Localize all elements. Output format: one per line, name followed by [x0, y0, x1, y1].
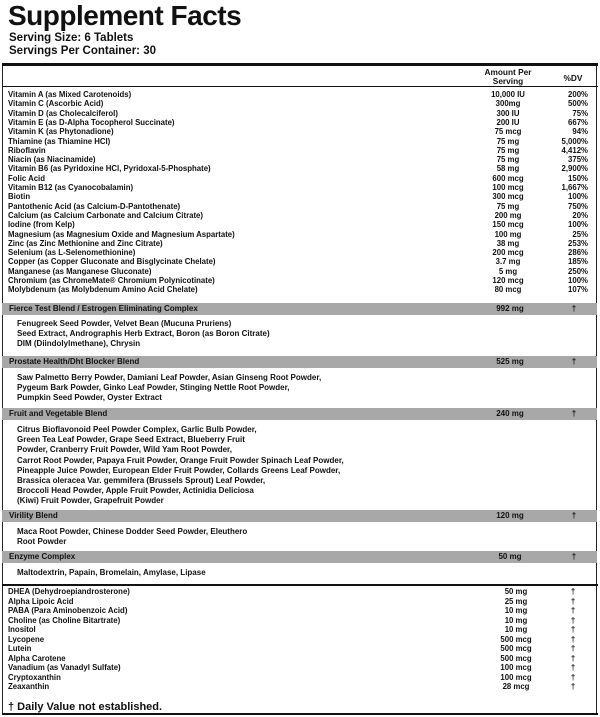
other-ingredient-amount: 500 mcg [500, 653, 532, 663]
nutrient-dv: 750% [568, 201, 588, 211]
other-ingredient-amount: 25 mg [504, 596, 528, 606]
other-ingredient-row [8, 645, 588, 654]
other-ingredient-dv: † [570, 587, 576, 596]
blend-ingredient-line: Maca Root Powder, Chinese Dodder Seed Powder, Eleuthero [17, 527, 248, 536]
other-ingredient-row [8, 607, 588, 616]
nutrient-dv: 500% [568, 99, 588, 109]
other-ingredient-amount: 10 mg [504, 606, 528, 615]
serving-size: Serving Size: 6 Tablets [9, 32, 134, 44]
other-ingredient-row [8, 626, 588, 635]
nutrient-row [8, 128, 588, 137]
nutrient-name: Biotin [8, 192, 31, 202]
blend-ingredient-line: Root Powder [17, 537, 67, 547]
blend-amount: 992 mg [496, 304, 524, 313]
thick-rule [2, 63, 598, 66]
nutrient-dv: 185% [568, 257, 588, 267]
other-ingredient-dv: † [570, 596, 576, 606]
other-ingredient-name: DHEA (Dehydroepiandrosterone) [8, 587, 130, 596]
nutrient-name: Copper (as Copper Gluconate and Bisglycinate Chelate) [8, 257, 216, 267]
other-ingredient-dv: † [570, 634, 576, 644]
other-ingredient-row [8, 588, 588, 597]
other-ingredient-row [8, 674, 588, 683]
other-ingredient-amount: 500 mcg [500, 644, 532, 653]
other-ingredient-dv: † [570, 682, 576, 691]
others-rule [2, 584, 598, 586]
other-ingredient-amount: 100 mcg [500, 672, 532, 682]
blend-dv: † [571, 409, 577, 418]
blend-header [2, 551, 597, 563]
footnote: † Daily Value not established. [8, 701, 163, 713]
blend-ingredient-line: Saw Palmetto Berry Powder, Damiani Leaf Powder, Asian Ginseng Root Powder, [17, 373, 322, 382]
nutrient-row [8, 221, 588, 230]
nutrient-dv: 100% [568, 220, 588, 230]
blend-dv: † [571, 552, 577, 561]
blend-dv: † [571, 511, 577, 520]
nutrient-dv: 200% [568, 90, 588, 99]
other-ingredient-amount: 10 mg [504, 615, 528, 625]
nutrient-amount: 200 mcg [492, 248, 524, 258]
panel-title: Supplement Facts [8, 0, 242, 31]
other-ingredient-name: Vanadium (as Vanadyl Sulfate) [8, 663, 121, 672]
blend-ingredient-line: Carrot Root Powder, Papaya Fruit Powder, Orange Fruit Powder Spinach Leaf Powder, [17, 455, 344, 465]
other-ingredient-dv: † [570, 672, 576, 682]
nutrient-dv: 5,000% [561, 136, 588, 146]
other-ingredient-name: Alpha Lipoic Acid [8, 596, 74, 606]
other-ingredient-name: PABA (Para Aminobenzoic Acid) [8, 606, 128, 615]
blend-ingredient-line: Pumpkin Seed Powder, Oyster Extract [17, 393, 162, 403]
other-ingredient-row [8, 683, 588, 692]
nutrient-name: Riboflavin [8, 145, 46, 155]
other-ingredient-row [8, 617, 588, 626]
other-ingredient-dv: † [570, 653, 576, 663]
blend-name: Fruit and Vegetable Blend [9, 409, 108, 418]
nutrient-amount: 150 mcg [492, 220, 524, 230]
other-ingredient-name: Zeaxanthin [8, 682, 50, 691]
nutrient-amount: 100 mg [494, 229, 522, 239]
blend-ingredient-line: Green Tea Leaf Powder, Grape Seed Extract, Blueberry Fruit [17, 435, 245, 445]
blend-ingredient-line: Broccoli Head Powder, Apple Fruit Powder, Actinidia Deliciosa [17, 486, 254, 496]
nutrient-amount: 100 mcg [492, 183, 524, 192]
other-ingredient-name: Lycopene [8, 634, 45, 644]
blend-header [2, 408, 597, 420]
amount-per-serving-header: Amount Per Serving [484, 67, 532, 86]
blend-ingredient-line: Fenugreek Seed Powder, Velvet Bean (Mucuna Pruriens) [17, 319, 232, 328]
nutrient-row [8, 100, 588, 109]
blend-amount: 240 mg [496, 409, 524, 418]
other-ingredient-amount: 50 mg [504, 587, 528, 596]
nutrient-row [8, 286, 588, 295]
blend-name: Prostate Health/Dht Blocker Blend [9, 357, 140, 366]
nutrient-name: Niacin (as Niacinamide) [8, 155, 96, 165]
blend-amount: 50 mg [498, 552, 522, 561]
nutrient-dv: 75% [572, 108, 588, 118]
nutrient-amount: 200 IU [496, 117, 520, 127]
other-ingredient-name: Alpha Carotene [8, 653, 66, 663]
nutrient-dv: 667% [568, 117, 588, 127]
nutrient-name: Vitamin K (as Phytonadione) [8, 127, 114, 137]
bottom-rule [2, 713, 598, 715]
dv-header: %DV [563, 73, 583, 83]
nutrient-name: Thiamine (as Thiamine HCl) [8, 136, 111, 146]
nutrient-dv: 107% [568, 285, 588, 295]
nutrient-dv: 4,412% [561, 145, 588, 155]
nutrient-amount: 75 mg [496, 136, 520, 146]
nutrient-amount: 600 mcg [492, 173, 524, 183]
servings-per-container: Servings Per Container: 30 [9, 45, 156, 57]
other-ingredient-name: Inositol [8, 625, 36, 634]
other-ingredient-name: Choline (as Choline Bitartrate) [8, 615, 121, 625]
nutrient-dv: 253% [568, 238, 588, 248]
nutrient-amount: 75 mg [496, 201, 520, 211]
nutrient-row [8, 193, 588, 202]
header-rule [2, 86, 598, 87]
nutrient-amount: 200 mg [494, 210, 522, 220]
blend-header [2, 356, 597, 368]
nutrient-amount: 80 mcg [494, 285, 522, 295]
nutrient-name: Vitamin C (Ascorbic Acid) [8, 99, 104, 109]
blend-ingredient-line: Pineapple Juice Powder, European Elder Fruit Powder, Collards Greens Leaf Powder, [17, 465, 341, 475]
nutrient-amount: 3.7 mg [495, 257, 521, 267]
nutrient-name: Vitamin E (as D-Alpha Tocopherol Succinate) [8, 117, 175, 127]
nutrient-amount: 5 mg [498, 266, 518, 276]
blend-ingredient-line: (Kiwi) Fruit Powder, Grapefruit Powder [17, 496, 164, 506]
blend-dv: † [571, 357, 577, 366]
blend-amount: 120 mg [496, 511, 524, 520]
nutrient-name: Calcium (as Calcium Carbonate and Calcium Citrate) [8, 210, 203, 220]
blend-ingredient-line: Seed Extract, Andrographis Herb Extract, Boron (as Boron Citrate) [17, 329, 270, 339]
nutrient-row [8, 258, 588, 267]
nutrient-dv: 150% [568, 173, 588, 183]
blend-header [2, 303, 597, 315]
blend-ingredient-line: Pygeum Bark Powder, Ginko Leaf Powder, Stinging Nettle Root Powder, [17, 383, 290, 393]
nutrient-name: Selenium (as L-Selenomethionine) [8, 248, 136, 258]
nutrient-dv: 20% [572, 210, 588, 220]
blend-dv: † [571, 304, 577, 313]
nutrient-name: Vitamin D (as Cholecalciferol) [8, 108, 118, 118]
blend-ingredients [17, 373, 447, 404]
blend-ingredients [17, 568, 447, 578]
nutrient-row [8, 165, 588, 174]
nutrient-name: Chromium (as ChromeMate® Chromium Polynicotinate) [8, 276, 215, 285]
nutrient-amount: 10,000 IU [491, 90, 525, 99]
nutrient-amount: 120 mcg [492, 276, 524, 285]
blend-name: Enzyme Complex [9, 552, 76, 561]
nutrient-dv: 250% [568, 266, 588, 276]
nutrient-dv: 25% [572, 229, 588, 239]
other-ingredient-dv: † [570, 644, 576, 653]
nutrient-amount: 75 mg [496, 145, 520, 155]
other-ingredient-dv: † [570, 615, 576, 625]
nutrient-amount: 38 mg [496, 238, 520, 248]
other-ingredient-dv: † [570, 625, 576, 634]
nutrient-name: Magnesium (as Magnesium Oxide and Magnesium Aspartate) [8, 229, 235, 239]
other-ingredient-dv: † [570, 663, 576, 672]
nutrient-name: Folic Acid [8, 173, 45, 183]
blend-header [2, 510, 597, 522]
nutrient-dv: 2,900% [561, 164, 588, 174]
nutrient-amount: 58 mg [496, 164, 520, 174]
nutrient-name: Iodine (from Kelp) [8, 220, 75, 230]
other-ingredient-amount: 500 mcg [500, 634, 532, 644]
nutrient-name: Pantothenic Acid (as Calcium-D-Pantothenate) [8, 201, 181, 211]
nutrient-name: Molybdenum (as Molybdenum Amino Acid Chelate) [8, 285, 198, 295]
other-ingredient-amount: 28 mcg [502, 682, 530, 691]
nutrient-dv: 375% [568, 155, 588, 165]
nutrient-name: Vitamin A (as Mixed Carotenoids) [8, 90, 132, 99]
nutrient-amount: 300mg [495, 99, 521, 109]
blend-ingredient-line: Powder, Cranberry Fruit Powder, Wild Yam Root Powder, [17, 445, 232, 455]
nutrient-amount: 75 mg [496, 155, 520, 165]
blend-ingredients [17, 319, 447, 350]
other-ingredient-amount: 100 mcg [500, 663, 532, 672]
other-ingredient-row [8, 664, 588, 673]
blend-ingredient-line: Brassica oleracea Var. gemmifera (Brussels Sprout) Leaf Powder, [17, 476, 266, 486]
nutrient-dv: 286% [568, 248, 588, 258]
nutrient-dv: 94% [572, 127, 588, 137]
nutrient-amount: 300 IU [496, 108, 520, 118]
blend-ingredients [17, 425, 447, 507]
blend-ingredient-line: Citrus Bioflavonoid Peel Powder Complex, Garlic Bulb Powder, [17, 425, 257, 434]
blend-ingredient-line: DIM (Diindolylmethane), Chrysin [17, 339, 141, 349]
nutrient-name: Vitamin B12 (as Cyanocobalamin) [8, 183, 134, 192]
other-ingredient-amount: 10 mg [504, 625, 528, 634]
other-ingredient-name: Lutein [8, 644, 32, 653]
blend-name: Fierce Test Blend / Estrogen Eliminating Complex [9, 304, 198, 313]
nutrient-amount: 75 mcg [494, 127, 522, 137]
blend-ingredient-line: Maltodextrin, Papain, Bromelain, Amylase, Lipase [17, 568, 206, 577]
nutrient-dv: 100% [568, 276, 588, 285]
nutrient-name: Zinc (as Zinc Methionine and Zinc Citrate) [8, 238, 163, 248]
nutrient-name: Vitamin B6 (as Pyridoxine HCl, Pyridoxal-5-Phosphate) [8, 164, 211, 174]
nutrient-name: Manganese (as Manganese Gluconate) [8, 266, 152, 276]
nutrient-dv: 1,667% [561, 183, 588, 192]
other-ingredient-name: Cryptoxanthin [8, 672, 61, 682]
blend-name: Virility Blend [9, 511, 58, 520]
blend-amount: 525 mg [496, 357, 524, 366]
blend-ingredients [17, 527, 447, 547]
other-ingredient-dv: † [570, 606, 576, 615]
nutrient-dv: 100% [568, 192, 588, 202]
nutrient-amount: 300 mcg [492, 192, 524, 202]
